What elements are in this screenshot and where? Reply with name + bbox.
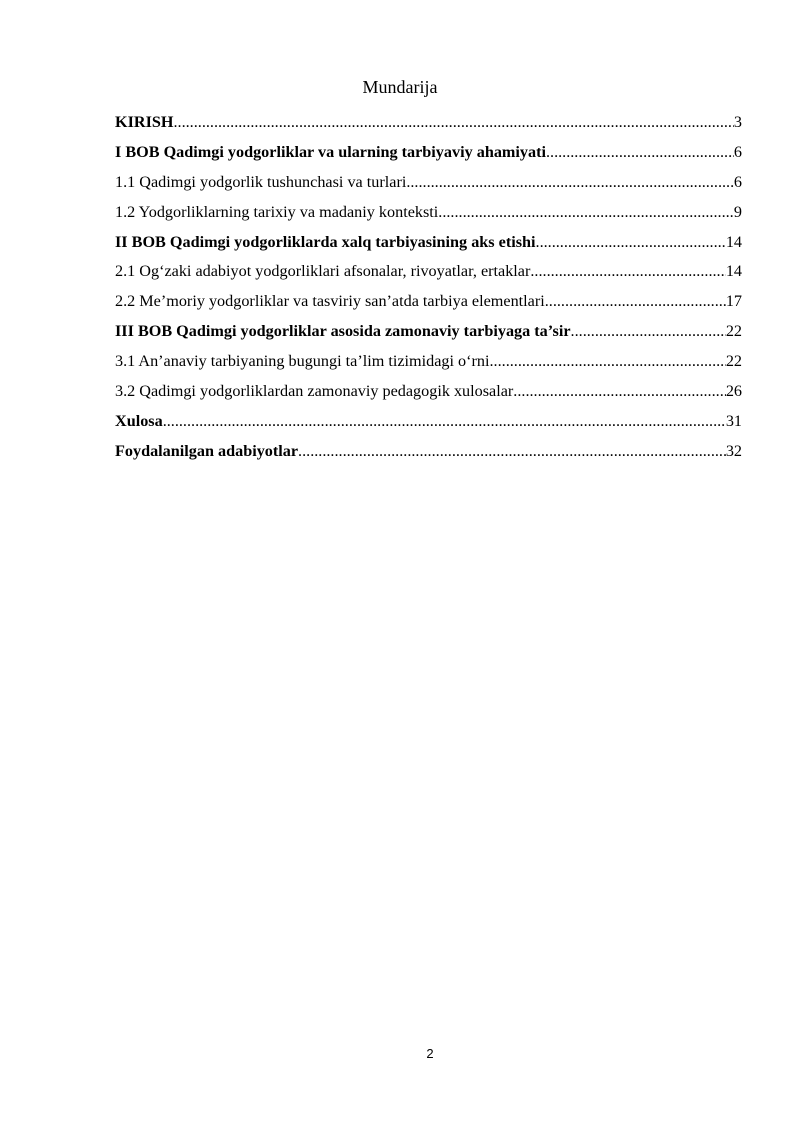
toc-entry-label: III BOB Qadimgi yodgorliklar asosida zamonaviy tarbiyaga ta’sir (115, 322, 571, 341)
toc-entry-page: 22 (725, 352, 742, 371)
toc-entry-label: 1.2 Yodgorliklarning tarixiy va madaniy konteksti (115, 202, 439, 221)
page-number: 2 (426, 1046, 434, 1061)
toc-entry-label: 2.2 Me’moriy yodgorliklar va tasviriy san’atda tarbiya elementlari (115, 292, 545, 311)
toc-entry-label: II BOB Qadimgi yodgorliklarda xalq tarbiyasining aks etishi (115, 232, 536, 251)
toc-entry-label: KIRISH (115, 113, 174, 131)
toc-entry-page: 6 (733, 142, 742, 161)
toc-entry-section-1-2[interactable] (115, 200, 742, 230)
toc-dot-leader (298, 439, 726, 463)
toc-dot-leader (490, 349, 726, 373)
toc-entry-adabiyotlar[interactable] (115, 439, 742, 469)
toc-dot-leader (571, 319, 726, 343)
toc-entry-page: 6 (733, 172, 742, 191)
toc-dot-leader (406, 170, 734, 194)
toc-entry-section-1-1[interactable] (115, 170, 742, 200)
toc-entry-label: Xulosa (115, 411, 163, 430)
toc-entry-label: 1.1 Qadimgi yodgorlik tushunchasi va turlari (115, 172, 407, 191)
toc-entry-page: 26 (725, 382, 742, 401)
toc-dot-leader (545, 289, 726, 313)
table-of-contents (115, 110, 742, 469)
toc-dot-leader (513, 379, 726, 403)
toc-entry-chapter-1[interactable] (115, 140, 742, 170)
toc-entry-label: 2.1 Og‘zaki adabiyot yodgorliklari afsonalar, rivoyatlar, ertaklar (115, 262, 531, 281)
toc-dot-leader (536, 230, 726, 254)
toc-entry-section-3-2[interactable] (115, 379, 742, 409)
toc-entry-section-2-2[interactable] (115, 289, 742, 319)
toc-entry-page: 22 (725, 322, 742, 341)
toc-entry-label: Foydalanilgan adabiyotlar (115, 441, 299, 460)
toc-entry-section-3-1[interactable] (115, 349, 742, 379)
toc-entry-label: 3.2 Qadimgi yodgorliklardan zamonaviy pedagogik xulosalar (115, 382, 514, 401)
toc-entry-label: 3.1 An’anaviy tarbiyaning bugungi ta’lim tizimidagi o‘rni (115, 352, 490, 371)
toc-dot-leader (546, 140, 734, 164)
toc-entry-xulosa[interactable] (115, 409, 742, 439)
toc-entry-page: 14 (725, 232, 742, 251)
toc-entry-page: 32 (725, 441, 742, 460)
toc-entry-page: 3 (733, 113, 742, 131)
toc-entry-section-2-1[interactable] (115, 259, 742, 289)
toc-entry-kirish[interactable] (115, 110, 742, 140)
toc-entry-page: 17 (725, 292, 742, 311)
page-title: Mundarija (362, 77, 438, 97)
toc-dot-leader (163, 409, 726, 433)
toc-dot-leader (438, 200, 734, 224)
toc-dot-leader (173, 110, 733, 134)
toc-entry-page: 9 (733, 202, 742, 221)
toc-entry-page: 14 (725, 262, 742, 281)
toc-entry-label: I BOB Qadimgi yodgorliklar va ularning tarbiyaviy ahamiyati (115, 142, 546, 161)
toc-dot-leader (530, 259, 725, 283)
toc-entry-chapter-2[interactable] (115, 230, 742, 260)
toc-entry-page: 31 (725, 411, 742, 430)
toc-entry-chapter-3[interactable] (115, 319, 742, 349)
